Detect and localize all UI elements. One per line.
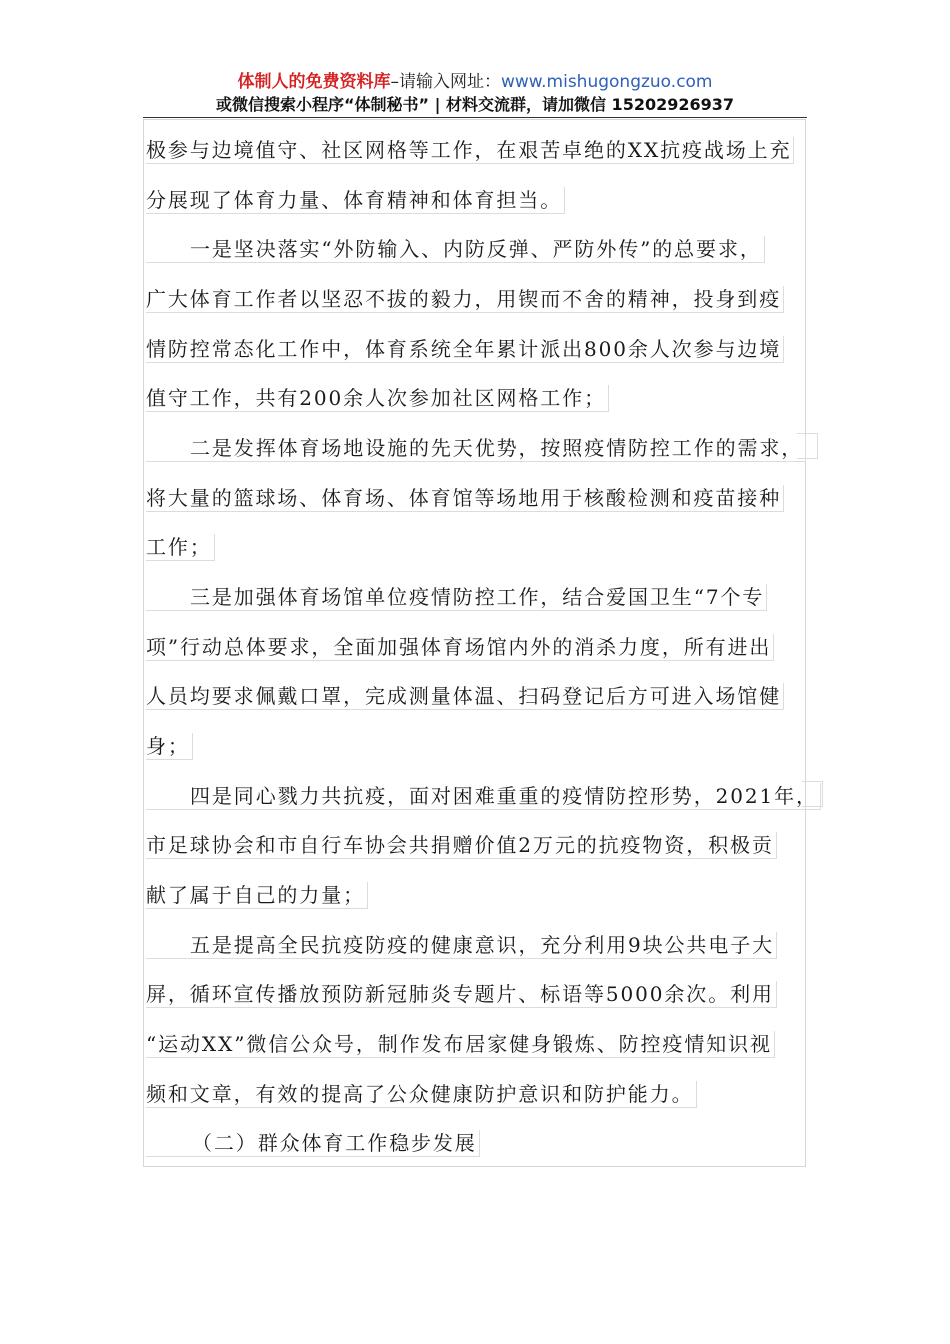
line-overflow-marker bbox=[797, 433, 818, 459]
paragraph-start: 五是提高全民抗疫防疫的健康意识，充分利用9块公共电子大 bbox=[146, 932, 777, 959]
text-line: 市足球协会和市自行车协会共捐赠价值2万元的抗疫物资，积极贡 bbox=[146, 832, 777, 859]
paragraph-start: 一是坚决落实“外防输入、内防反弹、严防外传”的总要求， bbox=[146, 236, 765, 263]
text-line: 人员均要求佩戴口罩，完成测量体温、扫码登记后方可进入场馆健 bbox=[146, 683, 784, 710]
text-line: “运动XX”微信公众号，制作发布居家健身锻炼、防控疫情知识视 bbox=[146, 1031, 775, 1058]
text-line: 广大体育工作者以坚忍不拔的毅力，用锲而不舍的精神，投身到疫 bbox=[146, 286, 784, 313]
section-heading: （二）群众体育工作稳步发展 bbox=[146, 1130, 480, 1157]
text-line: 将大量的篮球场、体育场、体育馆等场地用于核酸检测和疫苗接种 bbox=[146, 485, 784, 512]
line-overflow-marker bbox=[802, 781, 823, 807]
paragraph-start: 二是发挥体育场地设施的先天优势，按照疫情防控工作的需求， bbox=[146, 435, 806, 462]
text-line: 频和文章，有效的提高了公众健康防护意识和防护能力。 bbox=[146, 1081, 697, 1108]
banner-brand: 体制人的免费资料库 bbox=[237, 72, 391, 92]
text-line: 项”行动总体要求，全面加强体育场馆内外的消杀力度，所有进出 bbox=[146, 634, 774, 661]
text-line: 屏，循环宣传播放预防新冠肺炎专题片、标语等5000余次。利用 bbox=[146, 981, 777, 1008]
header-divider bbox=[143, 117, 807, 118]
banner-url-link[interactable]: www.mishugongzuo.com bbox=[500, 72, 713, 92]
text-line: 身； bbox=[146, 733, 193, 760]
site-banner bbox=[0, 70, 950, 94]
text-line: 值守工作，共有200余人次参加社区网格工作； bbox=[146, 385, 609, 412]
banner-subline: 或微信搜索小程序“体制秘书” | 材料交流群，请加微信 15202926937 bbox=[215, 95, 735, 114]
paragraph-start: 四是同心戮力共抗疫，面对困难重重的疫情防控形势，2021年， bbox=[146, 783, 821, 810]
text-line: 情防控常态化工作中，体育系统全年累计派出800余人次参与边境 bbox=[146, 336, 784, 363]
text-line: 分展现了体育力量、体育精神和体育担当。 bbox=[146, 187, 565, 214]
banner-prompt: –请输入网址： bbox=[390, 72, 501, 92]
text-line: 工作； bbox=[146, 534, 215, 561]
paragraph-start: 三是加强体育场馆单位疫情防控工作，结合爱国卫生“7个专 bbox=[146, 584, 767, 611]
text-line: 献了属于自己的力量； bbox=[146, 882, 368, 909]
text-line: 极参与边境值守、社区网格等工作，在艰苦卓绝的XX抗疫战场上充 bbox=[146, 137, 794, 164]
